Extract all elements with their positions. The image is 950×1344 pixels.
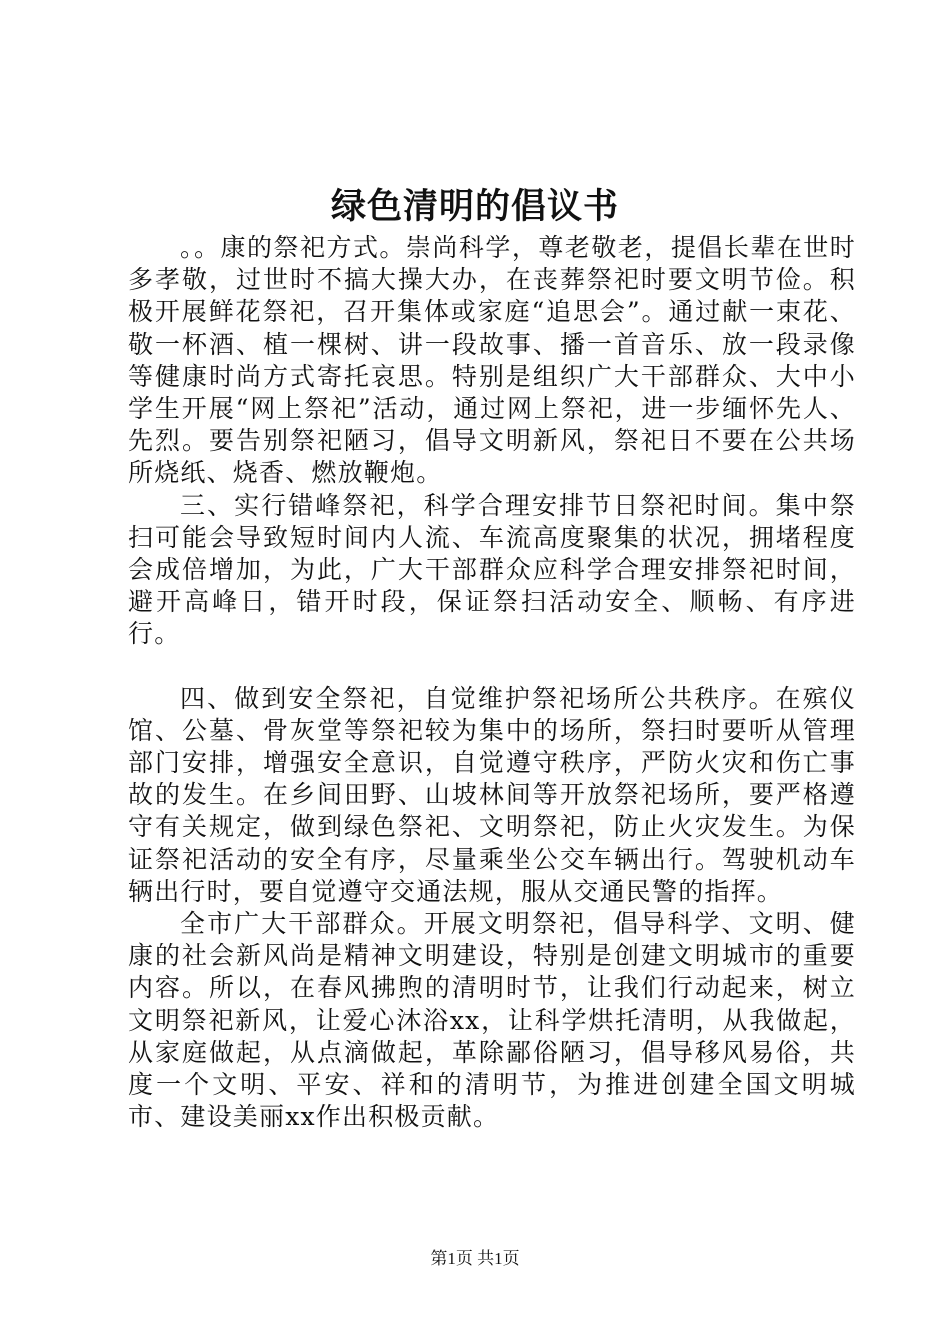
page-footer: 第1页 共1页 (430, 1249, 520, 1268)
document-body (128, 232, 856, 1133)
paragraph-2: 三、实行错峰祭祀，科学合理安排节日祭祀时间。集中祭扫可能会导致短时间内人流、车流高度聚集的状况，拥堵程度会成倍增加，为此，广大干部群众应科学合理安排祭祀时间，避开高峰日，错开时段，保证祭扫活动安全、顺畅、有序进行。 (128, 490, 856, 649)
paragraph-3: 四、做到安全祭祀，自觉维护祭祀场所公共秩序。在殡仪馆、公墓、骨灰堂等祭祀较为集中的场所，祭扫时要听从管理部门安排，增强安全意识，自觉遵守秩序，严防火灾和伤亡事故的发生。在乡间田野、山坡林间等开放祭祀场所，要严格遵守有关规定，做到绿色祭祀、文明祭祀，防止火灾发生。为保证祭祀活动的安全有序，尽量乘坐公交车辆出行。驾驶机动车辆出行时，要自觉遵守交通法规，服从交通民警的指挥。 (128, 683, 856, 906)
paragraph-4: 全市广大干部群众。开展文明祭祀，倡导科学、文明、健康的社会新风尚是精神文明建设，特别是创建文明城市的重要内容。所以，在春风拂煦的清明时节，让我们行动起来，树立文明祭祀新风，让爱心沐浴xx，让科学烘托清明，从我做起，从家庭做起，从点滴做起，革除鄙俗陋习，倡导移风易俗，共度一个文明、平安、祥和的清明节，为推进创建全国文明城市、建设美丽xx作出积极贡献。 (128, 909, 856, 1132)
document-title: 绿色清明的倡议书 (330, 186, 619, 227)
paragraph-1: 。。康的祭祀方式。崇尚科学，尊老敬老，提倡长辈在世时多孝敬，过世时不搞大操大办，在丧葬祭祀时要文明节俭。积极开展鲜花祭祀，召开集体或家庭“追思会”。通过献一束花、敬一杯酒、植一棵树、讲一段故事、播一首音乐、放一段录像等健康时尚方式寄托哀思。特别是组织广大干部群众、大中小学生开展“网上祭祀”活动，通过网上祭祀，进一步缅怀先人、先烈。要告别祭祀陋习，倡导文明新风，祭祀日不要在公共场所烧纸、烧香、燃放鞭炮。 (128, 233, 856, 488)
